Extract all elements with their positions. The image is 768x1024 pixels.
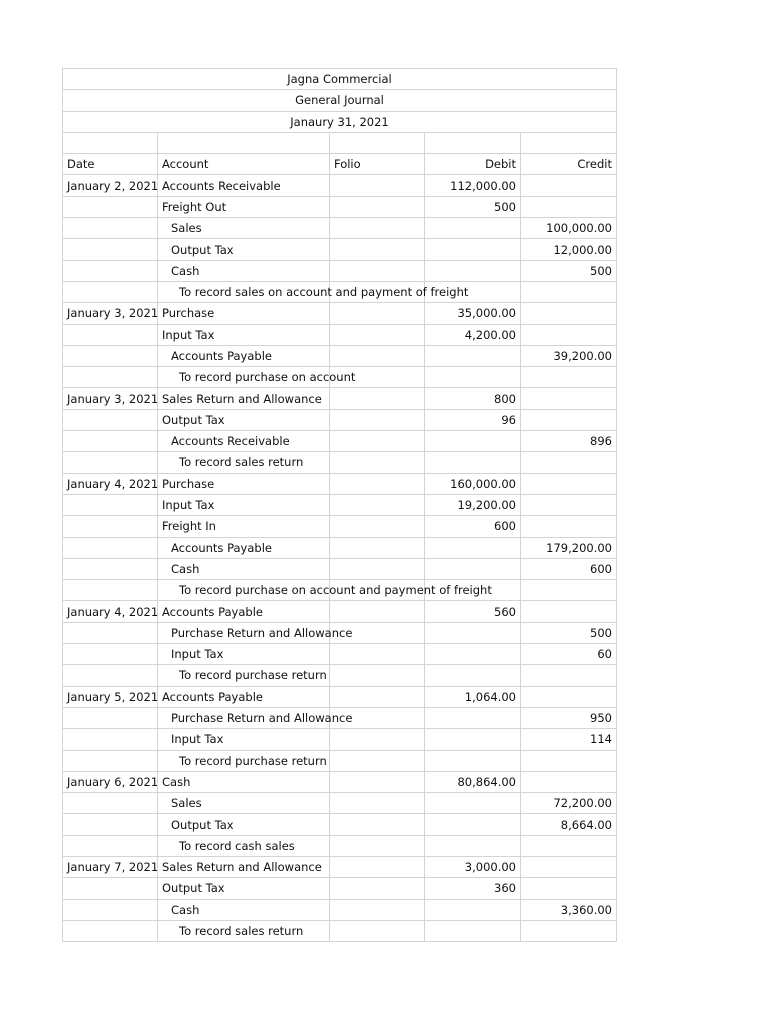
account-cell[interactable]: Sales Return and Allowance [158,388,330,409]
folio-cell[interactable] [330,388,425,409]
column-header-credit[interactable]: Credit [521,154,617,175]
journal-row [63,814,617,835]
credit-cell[interactable]: 500 [521,622,617,643]
debit-cell[interactable] [425,622,521,643]
debit-cell[interactable]: 500 [425,196,521,217]
date-cell[interactable] [63,516,158,537]
date-cell[interactable] [63,729,158,750]
journal-row [63,558,617,579]
folio-cell[interactable] [330,750,425,771]
account-cell[interactable]: Sales Return and Allowance [158,856,330,877]
journal-row [63,431,617,452]
account-cell[interactable]: Input Tax [158,729,330,750]
date-cell[interactable] [63,431,158,452]
journal-row [63,409,617,430]
folio-cell[interactable] [330,920,425,941]
account-cell[interactable]: Accounts Receivable [158,175,330,196]
journal-title-row [63,90,617,111]
account-cell[interactable]: Cash [158,558,330,579]
column-header-folio[interactable]: Folio [330,154,425,175]
journal-row [63,644,617,665]
folio-cell[interactable] [330,452,425,473]
folio-cell[interactable] [330,324,425,345]
credit-cell[interactable] [521,473,617,494]
date-cell[interactable]: January 3, 2021 [63,388,158,409]
debit-cell[interactable]: 560 [425,601,521,622]
folio-cell[interactable] [330,835,425,856]
debit-cell[interactable] [425,218,521,239]
date-cell[interactable] [63,835,158,856]
date-cell[interactable] [63,878,158,899]
memo-row [63,665,617,686]
date-cell[interactable] [63,814,158,835]
journal-row [63,729,617,750]
debit-cell[interactable] [425,345,521,366]
journal-row [63,303,617,324]
blank-cell[interactable] [521,132,617,153]
journal-row [63,537,617,558]
folio-cell[interactable] [330,260,425,281]
date-cell[interactable]: January 3, 2021 [63,303,158,324]
debit-cell[interactable]: 112,000.00 [425,175,521,196]
account-cell[interactable]: Output Tax [158,878,330,899]
credit-cell[interactable] [521,686,617,707]
credit-cell[interactable] [521,856,617,877]
date-cell[interactable] [63,793,158,814]
memo-row [63,367,617,388]
journal-row [63,622,617,643]
blank-cell[interactable] [425,132,521,153]
column-header-debit[interactable]: Debit [425,154,521,175]
credit-cell[interactable] [521,409,617,430]
credit-cell[interactable] [521,303,617,324]
date-cell[interactable]: January 4, 2021 [63,473,158,494]
journal-row [63,899,617,920]
date-cell[interactable] [63,260,158,281]
journal-row [63,707,617,728]
memo-cell[interactable]: To record sales on account and payment of freight [158,281,330,302]
folio-cell[interactable] [330,665,425,686]
debit-cell[interactable] [425,537,521,558]
journal-table [62,68,617,942]
account-cell[interactable]: Accounts Payable [158,601,330,622]
journal-row [63,324,617,345]
journal-date-row [63,111,617,132]
credit-cell[interactable] [521,601,617,622]
debit-cell[interactable]: 800 [425,388,521,409]
date-cell[interactable] [63,324,158,345]
folio-cell[interactable] [330,729,425,750]
credit-cell[interactable]: 896 [521,431,617,452]
debit-cell[interactable]: 360 [425,878,521,899]
date-cell[interactable] [63,494,158,515]
debit-cell[interactable]: 160,000.00 [425,473,521,494]
account-cell[interactable]: Input Tax [158,644,330,665]
account-cell[interactable]: Accounts Payable [158,537,330,558]
account-cell[interactable]: Purchase Return and Allowance [158,622,330,643]
folio-cell[interactable] [330,431,425,452]
debit-cell[interactable] [425,729,521,750]
account-cell[interactable]: Accounts Payable [158,345,330,366]
credit-cell[interactable] [521,367,617,388]
date-cell[interactable] [63,218,158,239]
date-cell[interactable] [63,580,158,601]
account-cell[interactable]: Purchase Return and Allowance [158,707,330,728]
debit-cell[interactable]: 96 [425,409,521,430]
account-cell[interactable]: Purchase [158,303,330,324]
debit-cell[interactable]: 19,200.00 [425,494,521,515]
date-cell[interactable] [63,537,158,558]
folio-cell[interactable] [330,516,425,537]
credit-cell[interactable]: 950 [521,707,617,728]
folio-cell[interactable] [330,494,425,515]
credit-cell[interactable] [521,516,617,537]
credit-cell[interactable]: 114 [521,729,617,750]
folio-cell[interactable] [330,175,425,196]
credit-cell[interactable] [521,281,617,302]
date-cell[interactable] [63,409,158,430]
debit-cell[interactable] [425,452,521,473]
account-cell[interactable]: Accounts Payable [158,686,330,707]
credit-cell[interactable] [521,878,617,899]
memo-row [63,580,617,601]
folio-cell[interactable] [330,686,425,707]
date-cell[interactable] [63,644,158,665]
journal-row [63,516,617,537]
memo-cell[interactable]: To record cash sales [158,835,330,856]
date-cell[interactable] [63,367,158,388]
journal-date[interactable]: Janaury 31, 2021 [63,111,617,132]
credit-cell[interactable] [521,452,617,473]
folio-cell[interactable] [330,345,425,366]
folio-cell[interactable] [330,409,425,430]
debit-cell[interactable]: 600 [425,516,521,537]
blank-cell[interactable] [158,132,330,153]
date-cell[interactable] [63,899,158,920]
credit-cell[interactable]: 39,200.00 [521,345,617,366]
credit-cell[interactable] [521,494,617,515]
credit-cell[interactable] [521,324,617,345]
journal-row [63,878,617,899]
memo-row [63,920,617,941]
credit-cell[interactable] [521,771,617,792]
date-cell[interactable] [63,281,158,302]
debit-cell[interactable] [425,707,521,728]
blank-cell[interactable] [330,132,425,153]
folio-cell[interactable] [330,856,425,877]
date-cell[interactable] [63,750,158,771]
date-cell[interactable] [63,665,158,686]
folio-cell[interactable] [330,239,425,260]
credit-cell[interactable]: 600 [521,558,617,579]
credit-cell[interactable] [521,750,617,771]
memo-cell[interactable]: To record purchase return [158,665,330,686]
account-cell[interactable]: Sales [158,218,330,239]
debit-cell[interactable] [425,260,521,281]
folio-cell[interactable] [330,878,425,899]
debit-cell[interactable] [425,644,521,665]
journal-row [63,856,617,877]
debit-cell[interactable] [425,920,521,941]
debit-cell[interactable]: 1,064.00 [425,686,521,707]
debit-cell[interactable] [425,835,521,856]
date-cell[interactable] [63,452,158,473]
account-cell[interactable]: Input Tax [158,494,330,515]
credit-cell[interactable] [521,175,617,196]
memo-row [63,750,617,771]
account-cell[interactable]: Cash [158,899,330,920]
folio-cell[interactable] [330,644,425,665]
folio-cell[interactable] [330,473,425,494]
memo-cell[interactable]: To record purchase on account [158,367,330,388]
credit-cell[interactable]: 8,664.00 [521,814,617,835]
credit-cell[interactable]: 60 [521,644,617,665]
folio-cell[interactable] [330,196,425,217]
date-cell[interactable] [63,707,158,728]
account-cell[interactable]: Cash [158,771,330,792]
credit-cell[interactable] [521,920,617,941]
debit-cell[interactable]: 3,000.00 [425,856,521,877]
date-cell[interactable] [63,239,158,260]
column-header-account[interactable]: Account [158,154,330,175]
date-cell[interactable] [63,558,158,579]
journal-row [63,771,617,792]
account-cell[interactable]: Purchase [158,473,330,494]
folio-cell[interactable] [330,771,425,792]
account-cell[interactable]: Freight In [158,516,330,537]
account-cell[interactable]: Output Tax [158,239,330,260]
debit-cell[interactable]: 80,864.00 [425,771,521,792]
credit-cell[interactable]: 500 [521,260,617,281]
credit-cell[interactable]: 12,000.00 [521,239,617,260]
journal-row [63,239,617,260]
debit-cell[interactable]: 4,200.00 [425,324,521,345]
credit-cell[interactable] [521,665,617,686]
debit-cell[interactable] [425,665,521,686]
date-cell[interactable] [63,622,158,643]
company-row [63,69,617,90]
date-cell[interactable] [63,920,158,941]
account-cell[interactable]: Input Tax [158,324,330,345]
memo-cell[interactable]: To record sales return [158,920,330,941]
debit-cell[interactable] [425,239,521,260]
blank-cell[interactable] [63,132,158,153]
column-header-date[interactable]: Date [63,154,158,175]
blank-row [63,132,617,153]
journal-sheet [62,68,616,942]
column-header-row [63,154,617,175]
credit-cell[interactable] [521,196,617,217]
journal-row [63,473,617,494]
credit-cell[interactable] [521,388,617,409]
debit-cell[interactable] [425,558,521,579]
folio-cell[interactable] [330,537,425,558]
credit-cell[interactable] [521,580,617,601]
account-cell[interactable]: Accounts Receivable [158,431,330,452]
folio-cell[interactable] [330,814,425,835]
account-cell[interactable]: Output Tax [158,814,330,835]
journal-row [63,196,617,217]
journal-row [63,218,617,239]
debit-cell[interactable] [425,431,521,452]
journal-row [63,175,617,196]
memo-row [63,452,617,473]
journal-row [63,793,617,814]
folio-cell[interactable] [330,558,425,579]
journal-title[interactable]: General Journal [63,90,617,111]
date-cell[interactable]: January 4, 2021 [63,601,158,622]
folio-cell[interactable] [330,793,425,814]
memo-cell[interactable]: To record purchase return [158,750,330,771]
journal-row [63,345,617,366]
journal-row [63,494,617,515]
memo-row [63,835,617,856]
debit-cell[interactable]: 35,000.00 [425,303,521,324]
memo-cell[interactable]: To record purchase on account and payment of freight [158,580,330,601]
date-cell[interactable]: January 2, 2021 [63,175,158,196]
folio-cell[interactable] [330,303,425,324]
credit-cell[interactable]: 72,200.00 [521,793,617,814]
memo-row [63,281,617,302]
credit-cell[interactable]: 3,360.00 [521,899,617,920]
journal-row [63,686,617,707]
account-cell[interactable]: Cash [158,260,330,281]
company-name[interactable]: Jagna Commercial [63,69,617,90]
journal-row [63,388,617,409]
debit-cell[interactable] [425,793,521,814]
journal-row [63,260,617,281]
folio-cell[interactable] [330,601,425,622]
date-cell[interactable]: January 7, 2021 [63,856,158,877]
journal-row [63,601,617,622]
credit-cell[interactable]: 100,000.00 [521,218,617,239]
folio-cell[interactable] [330,899,425,920]
debit-cell[interactable] [425,814,521,835]
date-cell[interactable] [63,196,158,217]
debit-cell[interactable] [425,750,521,771]
date-cell[interactable]: January 5, 2021 [63,686,158,707]
folio-cell[interactable] [330,218,425,239]
debit-cell[interactable] [425,899,521,920]
credit-cell[interactable]: 179,200.00 [521,537,617,558]
date-cell[interactable] [63,345,158,366]
account-cell[interactable]: Sales [158,793,330,814]
credit-cell[interactable] [521,835,617,856]
date-cell[interactable]: January 6, 2021 [63,771,158,792]
account-cell[interactable]: Freight Out [158,196,330,217]
account-cell[interactable]: Output Tax [158,409,330,430]
memo-cell[interactable]: To record sales return [158,452,330,473]
debit-cell[interactable] [425,367,521,388]
